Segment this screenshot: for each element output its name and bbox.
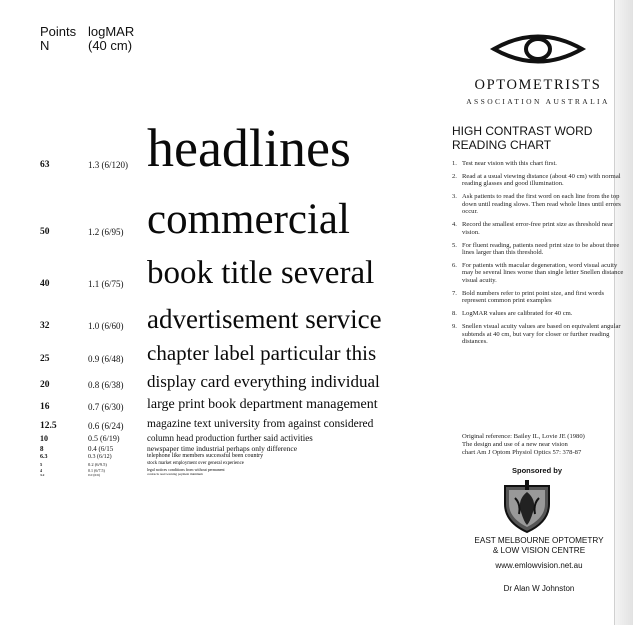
chart-line: stock market employment over general experience (147, 461, 244, 466)
logo-name-line2: ASSOCIATION AUSTRALIA (466, 97, 610, 106)
logmar-value: 1.0 (6/60) (88, 321, 124, 331)
point-size: 63 (40, 160, 50, 170)
n-header: N (40, 38, 50, 53)
distance-header: (40 cm) (88, 38, 133, 53)
chart-line: commercial (147, 196, 350, 243)
reference-line: The design and use of a new near vision (462, 441, 568, 448)
point-size: 6.3 (40, 454, 48, 460)
logmar-value: 1.1 (6/75) (88, 279, 124, 289)
instruction-item: 6. For patients with macular degeneration, word visual acuity may be several lines worse than single letter Snellen distance visual acuity. (452, 261, 624, 285)
logmar-value: 0.6 (6/24) (88, 421, 124, 431)
chart-line: magazine text university from against considered (147, 418, 374, 430)
logo-name-line1: OPTOMETRISTS (474, 77, 602, 93)
point-size: 32 (40, 321, 50, 331)
chart-line: telephone like members successful been country (147, 453, 264, 459)
eye-logo-icon (488, 30, 588, 68)
points-header: Points (40, 24, 77, 39)
instruction-item: 1. Test near vision with this chart first. (452, 160, 557, 167)
point-size: 50 (40, 227, 50, 237)
point-size: 5 (40, 462, 43, 467)
clinic-name-line1: EAST MELBOURNE OPTOMETRY (474, 536, 604, 545)
reference-line: chart Am J Optom Physiol Optics 57: 378-87 (462, 449, 582, 456)
chart-title (452, 124, 622, 152)
instructions-list (452, 160, 624, 351)
logmar-value: 0.8 (6/38) (88, 380, 124, 390)
chart-line: book title several (147, 255, 375, 291)
point-size: 40 (40, 279, 50, 289)
logmar-header: logMAR (88, 24, 135, 39)
logmar-value: 0.5 (6/19) (88, 434, 120, 443)
point-size: 25 (40, 354, 50, 364)
logmar-value: 0.3 (6/12) (88, 454, 112, 460)
author-name: Dr Alan W Johnston (503, 584, 575, 593)
point-size: 16 (40, 402, 50, 412)
instruction-item: 3. Ask patients to read the first word on each line from the top down until reading slows. Then read whole lines until errors occur. (452, 193, 621, 216)
clinic-emblem-icon (497, 478, 557, 534)
chart-line: contracts read warning payment minimum (147, 472, 203, 476)
chart-title-line2: READING CHART (452, 138, 552, 152)
chart-line: display card everything individual (147, 372, 380, 391)
point-size: 12.5 (40, 421, 57, 431)
point-size: 3.2 (40, 473, 45, 477)
chart-line: column head production further said activities (147, 433, 313, 443)
instruction-item: 8. LogMAR values are calibrated for 40 cm. (452, 310, 573, 318)
logmar-value: 0.9 (6/48) (88, 354, 124, 364)
reference-line: Original reference: Bailey IL, Lovie JE (1980) (462, 433, 585, 440)
chart-line: headlines (147, 118, 351, 178)
optometrists-logo (454, 30, 622, 106)
chart-line: legal notices conditions from without permanent (147, 467, 225, 472)
instruction-item: 2. Read at a usual viewing distance (about 40 cm) with normal reading glasses and good illumination. (452, 172, 621, 188)
clinic-name (444, 536, 633, 556)
point-size: 20 (40, 380, 50, 390)
logmar-value: 1.3 (6/120) (88, 160, 128, 170)
clinic-website: www.emlowvision.net.au (495, 561, 583, 570)
logmar-value: 0.0 (6/6) (88, 473, 101, 477)
instruction-item: 7. Bold numbers refer to print point size, and first words represent common print examples (452, 289, 605, 305)
instruction-item: 5. For fluent reading, patients need print size to be about three lines larger than this threshold. (452, 241, 620, 257)
point-size: 4 (40, 468, 42, 473)
logmar-value: 0.1 (6/7.5) (88, 468, 105, 473)
instruction-item: 9. Snellen visual acuity values are based on equivalent angular subtends at 40 cm, but vary for closer or further reading distances. (452, 323, 621, 346)
chart-line: newspaper time industrial perhaps only difference (147, 444, 298, 453)
point-size: 8 (40, 445, 44, 453)
chart-line: large print book department management (147, 397, 378, 412)
logmar-value: 0.2 (6/9.5) (88, 462, 107, 467)
logmar-value: 0.4 (6/15 (88, 445, 114, 453)
sponsored-by-label: Sponsored by (511, 466, 562, 475)
instruction-item: 4. Record the smallest error-free print size as threshold near vision. (452, 221, 614, 236)
chart-title-line1: HIGH CONTRAST WORD (452, 124, 593, 138)
chart-line: advertisement service (147, 304, 382, 334)
original-reference (462, 433, 622, 457)
logmar-value: 0.7 (6/30) (88, 402, 124, 412)
logmar-value: 1.2 (6/95) (88, 227, 124, 237)
point-size: 10 (40, 434, 48, 443)
chart-line: chapter label particular this (147, 341, 377, 365)
clinic-name-line2: & LOW VISION CENTRE (492, 546, 586, 555)
